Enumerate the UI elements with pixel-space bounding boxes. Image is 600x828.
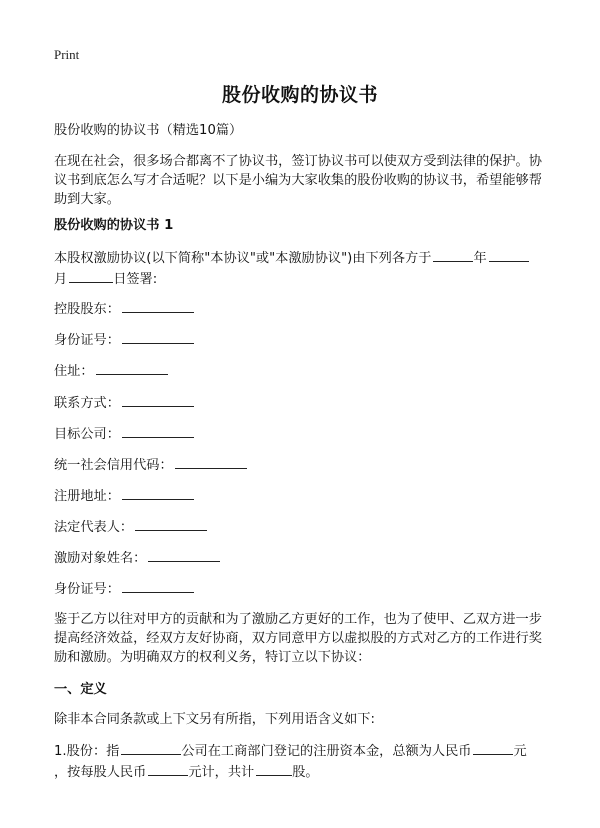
definition-item-1: [54, 740, 548, 782]
amount-blank: [473, 740, 513, 755]
company-blank: [121, 740, 181, 755]
item1-text-f: 股。: [292, 765, 319, 780]
month-blank: [69, 268, 113, 283]
agreement-text-d: 日签署:: [113, 272, 158, 287]
field-blank: [122, 485, 194, 500]
item1-text-a: 1.股份：指: [54, 744, 120, 759]
field-label: 身份证号：: [54, 582, 120, 597]
agreement-text-a: 本股权激励协议(以下简称"本协议"或"本激励协议")由下列各方于: [54, 251, 432, 266]
item1-text-e: 元计，共计: [188, 765, 255, 780]
per-share-blank: [148, 761, 188, 776]
field-blank: [148, 547, 220, 562]
field-blank: [135, 516, 207, 531]
field-label: 住址：: [54, 364, 94, 379]
document-subtitle: 股份收购的协议书（精选10篇）: [54, 123, 243, 138]
field-label: 统一社会信用代码：: [54, 458, 173, 473]
agreement-text-c: 月: [54, 272, 68, 287]
field-blank: [175, 454, 247, 469]
item1-text-b: 公司在工商部门登记的注册资本金，总额为人民币: [181, 744, 472, 759]
definitions-heading: 一、定义: [54, 682, 107, 697]
field-label: 激励对象姓名：: [54, 551, 147, 566]
field-credit-code: [54, 454, 247, 475]
purpose-paragraph: 鉴于乙方以往对甲方的贡献和为了激励乙方更好的工作，也为了使甲、乙双方进一步提高经济效益，经双方友好协商，双方同意甲方以虚拟股的方式对乙方的工作进行奖励和激励。为明确双方的权利义务，特订立以下协议：: [54, 612, 542, 665]
item1-text-c: 元: [513, 744, 527, 759]
field-legal-representative: [54, 516, 207, 537]
field-label: 目标公司：: [54, 427, 120, 442]
field-id-number: [54, 329, 194, 350]
agreement-text-b: 年: [473, 251, 487, 266]
field-blank: [122, 423, 194, 438]
field-blank: [122, 392, 194, 407]
section-heading-1: 股份收购的协议书 1: [54, 218, 174, 233]
field-label: 身份证号：: [54, 333, 120, 348]
print-link[interactable]: Print: [54, 47, 80, 62]
field-incentive-name: [54, 547, 220, 568]
item1-text-d: ，按每股人民币: [54, 765, 147, 780]
field-contact: [54, 392, 194, 413]
document-title: 股份收购的协议书: [221, 84, 378, 106]
field-label: 联系方式：: [54, 396, 120, 411]
field-controlling-shareholder: [54, 298, 194, 319]
field-blank: [96, 360, 168, 375]
shares-blank: [256, 761, 292, 776]
field-blank: [122, 578, 194, 593]
field-blank: [122, 298, 194, 313]
agreement-date-paragraph: [54, 247, 548, 289]
field-registered-address: [54, 485, 194, 506]
field-target-company: [54, 423, 194, 444]
field-label: 注册地址：: [54, 489, 120, 504]
field-address: [54, 360, 168, 381]
field-blank: [122, 329, 194, 344]
field-label: 控股股东：: [54, 302, 120, 317]
year-blank: [433, 247, 473, 262]
definitions-intro: 除非本合同条款或上下文另有所指，下列用语含义如下:: [54, 712, 375, 727]
year-blank-2: [489, 247, 529, 262]
field-label: 法定代表人：: [54, 520, 134, 535]
field-id-number-2: [54, 578, 194, 599]
intro-paragraph: 在现在社会，很多场合都离不了协议书，签订协议书可以使双方受到法律的保护。协议书到底怎么写才合适呢？以下是小编为大家收集的股份收购的协议书，希望能够帮助到大家。: [54, 154, 542, 207]
